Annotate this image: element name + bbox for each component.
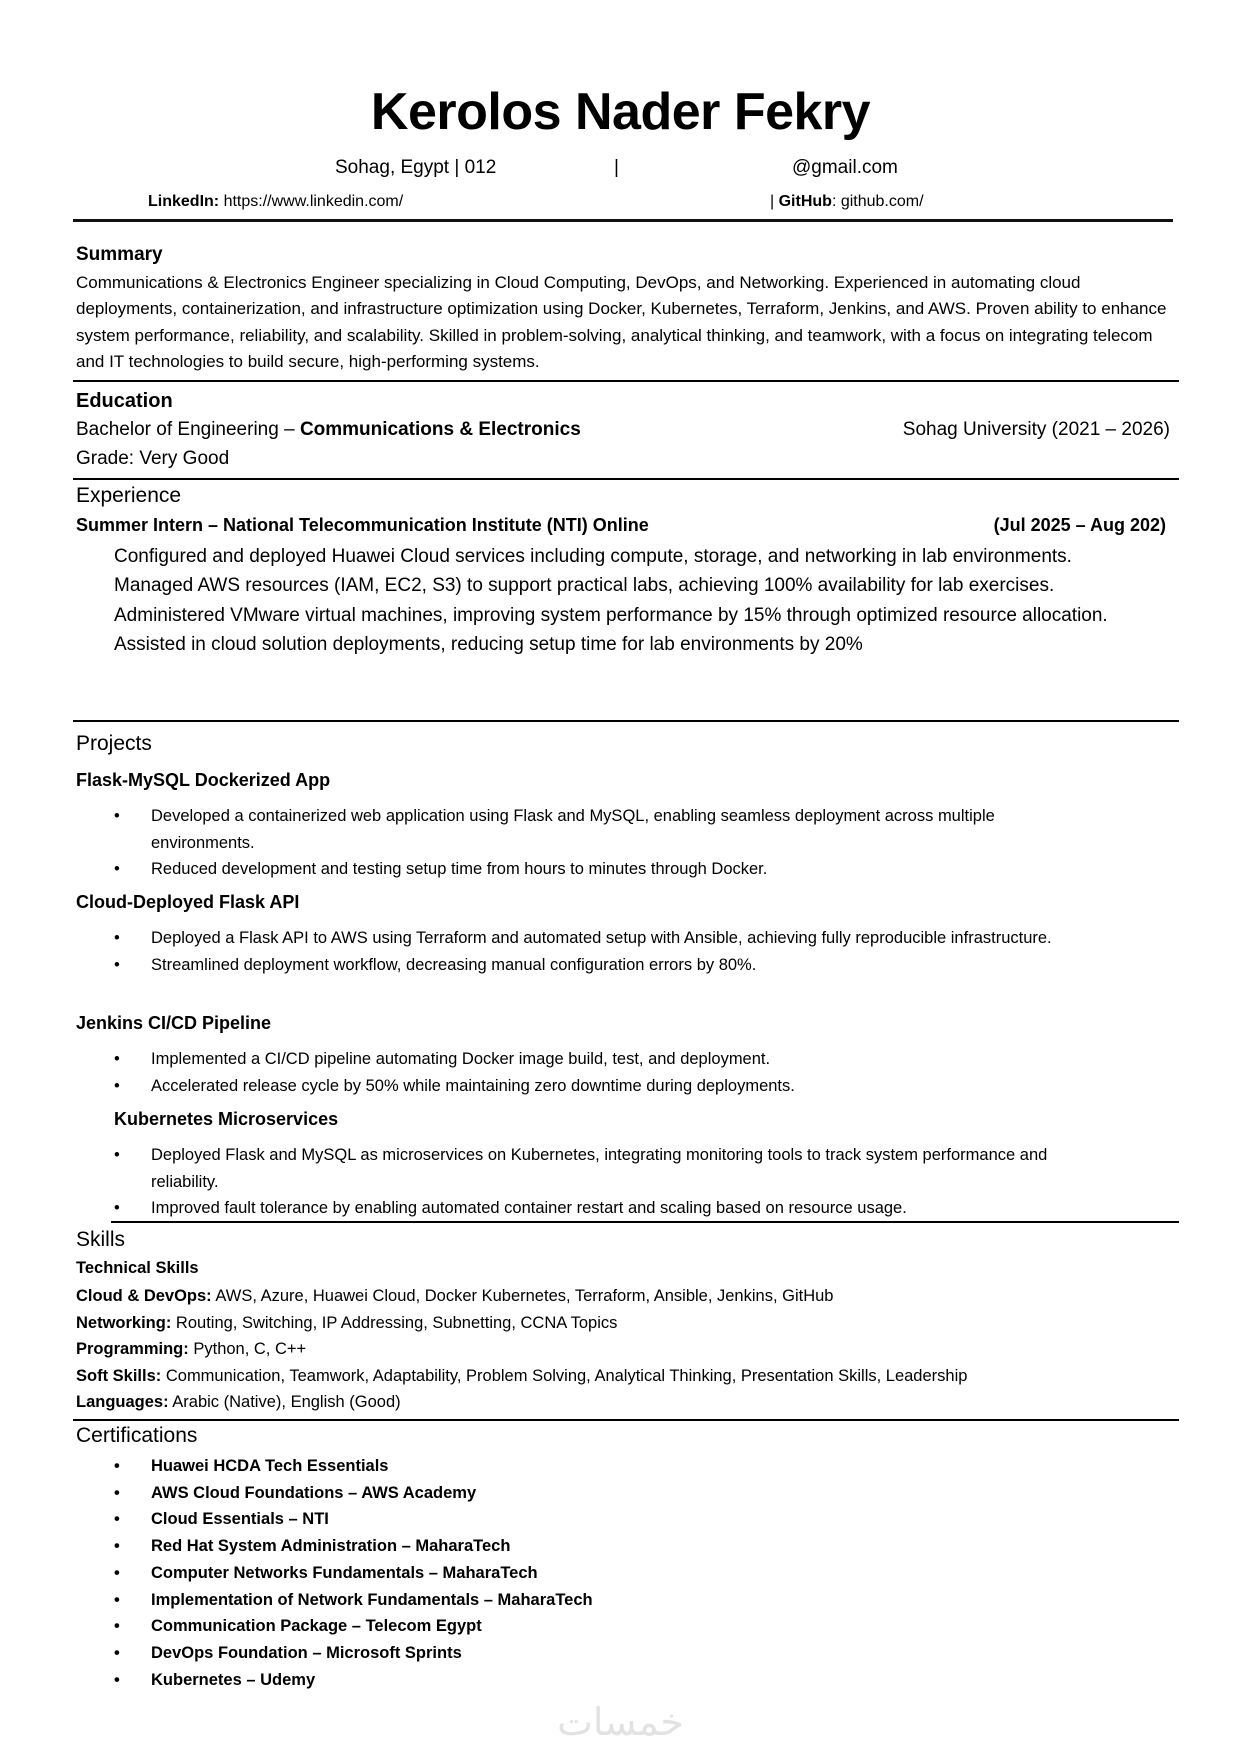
certifications-list: [0, 1453, 1100, 1693]
divider: [73, 380, 1179, 382]
skill-row: [76, 1310, 967, 1337]
grade: Grade: Very Good: [76, 448, 230, 469]
skill-value: Communication, Teamwork, Adaptability, Problem Solving, Analytical Thinking, Presentation Skills, Leadership: [161, 1366, 968, 1385]
skill-label: Soft Skills:: [76, 1366, 162, 1385]
degree: [76, 419, 581, 441]
project-bullet: • Deployed a Flask API to AWS using Terraform and automated setup with Ansible, achieving fully reproducible infrastructure.: [0, 925, 1100, 952]
project-bullets: [0, 1046, 1100, 1099]
projects-heading: Projects: [76, 732, 152, 755]
experience-bullets: [114, 542, 1174, 659]
project-bullet: • Reduced development and testing setup time from hours to minutes through Docker.: [0, 856, 1100, 883]
project-title: Jenkins CI/CD Pipeline: [76, 1013, 272, 1033]
skill-row: [76, 1389, 967, 1416]
certification-item: • DevOps Foundation – Microsoft Sprints: [0, 1640, 1100, 1667]
certification-item: • Computer Networks Fundamentals – MaharaTech: [0, 1560, 1100, 1587]
skill-row: [76, 1363, 967, 1390]
project-bullet: • Improved fault tolerance by enabling automated container restart and scaling based on resource usage.: [0, 1195, 1100, 1222]
project-bullets: [0, 1142, 1100, 1222]
skills-heading: Skills: [76, 1228, 126, 1251]
skill-value: Python, C, C++: [188, 1340, 307, 1359]
certification-item: • AWS Cloud Foundations – AWS Academy: [0, 1480, 1100, 1507]
project-bullets: [0, 925, 1100, 978]
github-link[interactable]: : github.com/: [831, 193, 924, 210]
project-title: Kubernetes Microservices: [114, 1109, 339, 1129]
github-label: GitHub: [778, 193, 832, 210]
project-bullet: • Developed a containerized web application using Flask and MySQL, enabling seamless deployment across multiple environments.: [0, 803, 1100, 856]
skill-value: AWS, Azure, Huawei Cloud, Docker Kubernetes, Terraform, Ansible, Jenkins, GitHub: [211, 1287, 834, 1305]
certification-item: • Communication Package – Telecom Egypt: [0, 1613, 1100, 1640]
certification-item: • Red Hat System Administration – MaharaTech: [0, 1533, 1100, 1560]
header-divider: [73, 219, 1173, 222]
project-title: Flask-MySQL Dockerized App: [76, 770, 331, 790]
skill-label: Languages:: [76, 1393, 169, 1412]
degree-prefix: Bachelor of Engineering –: [76, 419, 300, 440]
skill-label: Cloud & DevOps:: [76, 1287, 212, 1305]
candidate-name: Kerolos Nader Fekry: [370, 83, 871, 141]
project-bullet: • Deployed Flask and MySQL as microservices on Kubernetes, integrating monitoring tools to track system performance and reliability.: [0, 1142, 1100, 1195]
certification-item: • Implementation of Network Fundamentals – MaharaTech: [0, 1587, 1100, 1614]
education-heading: Education: [76, 390, 173, 412]
technical-skills-subheading: Technical Skills: [76, 1259, 199, 1277]
experience-heading: Experience: [76, 484, 182, 507]
skill-value: Arabic (Native), English (Good): [168, 1393, 401, 1412]
project-title: Cloud-Deployed Flask API: [76, 892, 300, 912]
linkedin-link[interactable]: https://www.linkedin.com/: [223, 193, 404, 210]
project-bullet: • Implemented a CI/CD pipeline automating Docker image build, test, and deployment.: [0, 1046, 1100, 1073]
summary-heading: Summary: [76, 244, 163, 265]
summary-text: Communications & Electronics Engineer specializing in Cloud Computing, DevOps, and Networking. Experienced in automating cloud deployments, containerization, and infrastructure optimization using Docker, Kubernetes, Terraform, Jenkins, and AWS. Proven ability to enhance system performance, reliability, and scalability. Skilled in problem-solving, analytical thinking, and teamwork, with a focus on integrating telecom and IT technologies to build secure, high-performing systems.: [76, 273, 1167, 372]
certification-item: • Cloud Essentials – NTI: [0, 1506, 1100, 1533]
divider: [111, 1221, 1179, 1223]
certification-item: • Huawei HCDA Tech Essentials: [0, 1453, 1100, 1480]
linkedin-label: LinkedIn:: [148, 193, 220, 210]
experience-bullet: Assisted in cloud solution deployments, reducing setup time for lab environments by 20%: [114, 633, 863, 655]
email[interactable]: @gmail.com: [792, 157, 898, 178]
skill-label: Programming:: [76, 1340, 189, 1359]
location-phone: Sohag, Egypt | 012: [335, 157, 497, 178]
watermark-logo: خمسات: [557, 1702, 684, 1744]
divider: [73, 720, 1179, 722]
skill-value: Routing, Switching, IP Addressing, Subnetting, CCNA Topics: [171, 1313, 618, 1332]
skills-list: [76, 1283, 967, 1416]
degree-major: Communications & Electronics: [299, 419, 581, 440]
project-bullets: [0, 803, 1100, 883]
experience-bullet: Managed AWS resources (IAM, EC2, S3) to support practical labs, achieving 100% availability for lab exercises.: [114, 575, 1055, 597]
divider: [73, 478, 1179, 480]
certifications-heading: Certifications: [76, 1424, 198, 1447]
skill-row: [76, 1336, 967, 1363]
experience-bullet: Configured and deployed Huawei Cloud services including compute, storage, and networking in lab environments.: [114, 546, 1072, 567]
job-dates: (Jul 2025 – Aug 202): [993, 515, 1166, 535]
divider: [73, 1419, 1179, 1421]
job-title: Summer Intern – National Telecommunication Institute (NTI) Online: [76, 515, 649, 535]
contact-separator: |: [614, 157, 619, 178]
experience-bullet: Administered VMware virtual machines, improving system performance by 15% through optimized resource allocation.: [114, 604, 1108, 626]
skill-label: Networking:: [76, 1313, 172, 1332]
project-bullet: • Accelerated release cycle by 50% while maintaining zero downtime during deployments.: [0, 1073, 1100, 1100]
school-dates: Sohag University (2021 – 2026): [902, 419, 1170, 440]
project-bullet: • Streamlined deployment workflow, decreasing manual configuration errors by 80%.: [0, 952, 1100, 979]
github-separator: |: [770, 193, 775, 210]
skill-row: [76, 1283, 967, 1310]
certification-item: • Kubernetes – Udemy: [0, 1667, 1100, 1694]
